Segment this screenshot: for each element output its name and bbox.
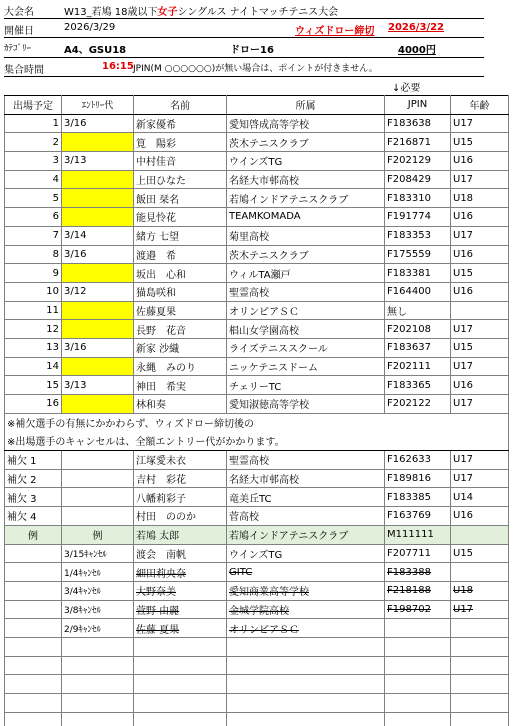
reserve-row <box>5 469 509 488</box>
cell-name: 細田莉央奈 <box>134 563 227 582</box>
cell-entry <box>62 301 134 320</box>
cell-entry: 3/8ｷｬﾝｾﾙ <box>62 600 134 619</box>
empty-cell <box>62 637 134 656</box>
cell-jpin: F183353 <box>385 226 451 245</box>
cell-age: U15 <box>451 338 509 357</box>
cell-age: U17 <box>451 357 509 376</box>
cell-no: 14 <box>5 357 62 376</box>
empty-cell <box>5 656 62 675</box>
category-value: A4、GSU18 <box>64 45 127 56</box>
cell-entry <box>62 357 134 376</box>
cell-name: 長野 花音 <box>134 320 227 339</box>
table-row <box>5 189 509 208</box>
table-row <box>5 208 509 227</box>
cell-name: 吉村 彩花 <box>134 469 227 488</box>
cell-club: 椙山女学園高校 <box>227 320 385 339</box>
cell-club: ウインズTG <box>227 152 385 171</box>
cell-no: 2 <box>5 133 62 152</box>
cell-club: 菊里高校 <box>227 226 385 245</box>
cell-jpin: F202111 <box>385 357 451 376</box>
cell-entry: 3/13 <box>62 152 134 171</box>
empty-cell <box>62 675 134 694</box>
cell-name: 佐藤 夏果 <box>134 619 227 638</box>
cell-jpin: F183385 <box>385 488 451 507</box>
empty-cell <box>134 694 227 713</box>
cell-age: U17 <box>451 451 509 470</box>
cell-entry <box>62 507 134 526</box>
empty-row <box>5 656 509 675</box>
draw-label: ドロー16 <box>230 45 274 56</box>
deadline-label: ウィズドロー締切 <box>295 26 375 37</box>
cell-no: 16 <box>5 395 62 414</box>
note-text: ※出場選手のキャンセルは、全額エントリー代がかかります。 <box>5 432 509 451</box>
taikai-label: 大会名 <box>4 7 34 18</box>
cell-age <box>451 563 509 582</box>
cell-name: 萱野 由麗 <box>134 600 227 619</box>
cell-name: 江塚愛未衣 <box>134 451 227 470</box>
empty-cell <box>62 694 134 713</box>
cell-reserve-label: 補欠 4 <box>5 507 62 526</box>
cell-entry <box>62 189 134 208</box>
empty-cell <box>385 712 451 726</box>
cell-age: U16 <box>451 282 509 301</box>
cell-name: 大野奈美 <box>134 581 227 600</box>
cell-jpin: F198702 <box>385 600 451 619</box>
cell-name: 中村佳音 <box>134 152 227 171</box>
empty-row <box>5 712 509 726</box>
cell-no <box>5 619 62 638</box>
cell-no: 1 <box>5 114 62 133</box>
cell-age: U18 <box>451 581 509 600</box>
fee-value: 4000円 <box>398 45 436 56</box>
cell-name: 村田 ののか <box>134 507 227 526</box>
header-row-taikai <box>0 0 514 19</box>
empty-cell <box>134 675 227 694</box>
cell-no <box>5 563 62 582</box>
empty-cell <box>5 712 62 726</box>
reserve-row <box>5 507 509 526</box>
empty-cell <box>134 712 227 726</box>
cell-jpin: F189816 <box>385 469 451 488</box>
empty-cell <box>451 675 509 694</box>
cell-name: 新家 沙織 <box>134 338 227 357</box>
empty-cell <box>385 656 451 675</box>
cell-entry: 3/16 <box>62 114 134 133</box>
kaisai-date: 2026/3/29 <box>64 22 116 33</box>
cell-club: 愛知商業高等学校 <box>227 581 385 600</box>
reserve-row <box>5 488 509 507</box>
reserve-row <box>5 451 509 470</box>
cell-entry: 2/9ｷｬﾝｾﾙ <box>62 619 134 638</box>
entry-table-body <box>5 114 509 726</box>
cell-no: 9 <box>5 264 62 283</box>
cell-age: U16 <box>451 245 509 264</box>
cell-name: 佐藤夏果 <box>134 301 227 320</box>
cell-club: 茨木テニスクラブ <box>227 245 385 264</box>
cell-club: ウィルTA瀬戸 <box>227 264 385 283</box>
cell-age: U17 <box>451 226 509 245</box>
header-row-required <box>0 76 514 95</box>
cell-jpin: F202122 <box>385 395 451 414</box>
empty-row <box>5 694 509 713</box>
table-row <box>5 320 509 339</box>
entry-table <box>4 95 509 726</box>
table-row <box>5 152 509 171</box>
empty-cell <box>385 637 451 656</box>
cell-no: 12 <box>5 320 62 339</box>
category-label: ｶﾃｺﾞﾘｰ <box>4 44 32 54</box>
cell-age <box>451 301 509 320</box>
cell-jpin: F218188 <box>385 581 451 600</box>
empty-cell <box>5 694 62 713</box>
col-header-no: 出場予定 <box>5 96 62 115</box>
cell-club: オリンピアＳＣ <box>227 619 385 638</box>
cell-no <box>5 600 62 619</box>
cell-entry <box>62 488 134 507</box>
header-row-kaisai <box>0 19 514 38</box>
note-row <box>5 413 509 432</box>
col-header-jpin: JPIN <box>385 96 451 115</box>
cell-no: 15 <box>5 376 62 395</box>
empty-cell <box>227 694 385 713</box>
empty-cell <box>227 675 385 694</box>
table-row <box>5 338 509 357</box>
cell-reserve-label: 補欠 2 <box>5 469 62 488</box>
cell-jpin: F183381 <box>385 264 451 283</box>
cell-age: U16 <box>451 152 509 171</box>
table-row <box>5 245 509 264</box>
cell-name: 猫島咲和 <box>134 282 227 301</box>
cell-name: 上田ひなた <box>134 170 227 189</box>
cell-entry <box>62 133 134 152</box>
cell-jpin: F162633 <box>385 451 451 470</box>
table-row <box>5 114 509 133</box>
col-header-name: 名前 <box>134 96 227 115</box>
cell-club: 菅高校 <box>227 507 385 526</box>
empty-cell <box>62 656 134 675</box>
empty-cell <box>227 656 385 675</box>
col-header-age: 年齢 <box>451 96 509 115</box>
empty-cell <box>227 637 385 656</box>
cell-club: オリンピアＳＣ <box>227 301 385 320</box>
empty-cell <box>62 712 134 726</box>
cell-age: U16 <box>451 208 509 227</box>
cell-entry <box>62 320 134 339</box>
table-header-row <box>5 96 509 115</box>
cell-entry: 1/4ｷｬﾝｾﾙ <box>62 563 134 582</box>
empty-cell <box>134 637 227 656</box>
cell-club: 聖霊高校 <box>227 282 385 301</box>
cell-no: 8 <box>5 245 62 264</box>
cell-club: 金城学院高校 <box>227 600 385 619</box>
cell-club: 若鳩インドアテニスクラブ <box>227 189 385 208</box>
cell-club: 竜美丘TC <box>227 488 385 507</box>
cell-entry <box>62 451 134 470</box>
cell-age: U16 <box>451 376 509 395</box>
cell-name: 坂出 心和 <box>134 264 227 283</box>
cell-name: 飯田 栞名 <box>134 189 227 208</box>
cell-entry: 3/4ｷｬﾝｾﾙ <box>62 581 134 600</box>
cell-entry: 3/13 <box>62 376 134 395</box>
cell-name: 林和奏 <box>134 395 227 414</box>
cell-club: 若鳩インドアテニスクラブ <box>227 525 385 544</box>
taikai-name-red: 女子 <box>157 7 178 18</box>
cell-entry <box>62 264 134 283</box>
col-header-entry: ｴﾝﾄﾘｰ代 <box>62 96 134 115</box>
cell-club: 名経大市邨高校 <box>227 170 385 189</box>
meet-label: 集合時間 <box>4 65 44 76</box>
cell-club: ライズテニススクール <box>227 338 385 357</box>
cell-club: 聖霊高校 <box>227 451 385 470</box>
example-row <box>5 525 509 544</box>
cell-age: U17 <box>451 469 509 488</box>
cell-jpin: F175559 <box>385 245 451 264</box>
cell-no <box>5 544 62 563</box>
cell-reserve-label: 補欠 1 <box>5 451 62 470</box>
cell-age: U16 <box>451 507 509 526</box>
cell-age: U14 <box>451 488 509 507</box>
note-row <box>5 432 509 451</box>
note-text: ※補欠選手の有無にかかわらず、ウィズドロー締切後の <box>5 413 509 432</box>
cell-jpin: F183638 <box>385 114 451 133</box>
cancel-row <box>5 600 509 619</box>
cell-jpin: F163769 <box>385 507 451 526</box>
deadline-date: 2026/3/22 <box>388 22 445 33</box>
cell-jpin: M111111 <box>385 525 451 544</box>
cell-age: U15 <box>451 133 509 152</box>
cell-no <box>5 581 62 600</box>
cell-entry <box>62 469 134 488</box>
cell-entry: 3/14 <box>62 226 134 245</box>
cell-example-label: 例 <box>5 525 62 544</box>
cell-no: 3 <box>5 152 62 171</box>
cell-jpin: F208429 <box>385 170 451 189</box>
cell-jpin <box>385 619 451 638</box>
table-row <box>5 301 509 320</box>
cell-no: 7 <box>5 226 62 245</box>
cell-club: GITC <box>227 563 385 582</box>
cell-jpin: F183637 <box>385 338 451 357</box>
cell-club: 愛知啓成高等学校 <box>227 114 385 133</box>
empty-cell <box>227 712 385 726</box>
cell-no: 13 <box>5 338 62 357</box>
cell-name: 若鳩 太郎 <box>134 525 227 544</box>
kaisai-label: 開催日 <box>4 26 34 37</box>
cell-jpin: F202108 <box>385 320 451 339</box>
cell-age: U15 <box>451 544 509 563</box>
cell-jpin: F202129 <box>385 152 451 171</box>
cell-age <box>451 619 509 638</box>
empty-cell <box>385 694 451 713</box>
cell-entry: 3/16 <box>62 245 134 264</box>
cell-entry <box>62 395 134 414</box>
cell-name: 能見怜花 <box>134 208 227 227</box>
cell-name: 渡会 南帆 <box>134 544 227 563</box>
taikai-name-part1: W13_若鳩 18歳以下 <box>64 7 158 18</box>
cell-no: 11 <box>5 301 62 320</box>
cell-entry: 例 <box>62 525 134 544</box>
table-row <box>5 170 509 189</box>
cell-jpin: F183365 <box>385 376 451 395</box>
cell-jpin: F216871 <box>385 133 451 152</box>
empty-cell <box>134 656 227 675</box>
cell-age: U18 <box>451 189 509 208</box>
cell-name: 筧 陽彩 <box>134 133 227 152</box>
cell-jpin: F207711 <box>385 544 451 563</box>
cell-name: 渡邉 希 <box>134 245 227 264</box>
cell-name: 永縄 みのり <box>134 357 227 376</box>
col-header-club: 所属 <box>227 96 385 115</box>
cell-no: 5 <box>5 189 62 208</box>
empty-cell <box>5 637 62 656</box>
cell-age: U17 <box>451 114 509 133</box>
cell-jpin: F183310 <box>385 189 451 208</box>
empty-cell <box>451 694 509 713</box>
cell-club: TEAMKOMADA <box>227 208 385 227</box>
cancel-row <box>5 619 509 638</box>
cell-no: 6 <box>5 208 62 227</box>
cell-age: U17 <box>451 320 509 339</box>
empty-cell <box>451 712 509 726</box>
cell-club: 茨木テニスクラブ <box>227 133 385 152</box>
table-row <box>5 282 509 301</box>
table-row <box>5 133 509 152</box>
cell-age: U17 <box>451 600 509 619</box>
taikai-name <box>64 3 338 18</box>
cell-club: チェリーTC <box>227 376 385 395</box>
table-row <box>5 395 509 414</box>
cell-club: 名経大市邨高校 <box>227 469 385 488</box>
empty-row <box>5 675 509 694</box>
cell-age: U15 <box>451 264 509 283</box>
cell-name: 八幡莉彩子 <box>134 488 227 507</box>
jpin-note: JPIN(M ○○○○○○)が無い場合は、ポイントが付きません。 <box>133 64 378 74</box>
cell-jpin: 無し <box>385 301 451 320</box>
cell-entry: 3/12 <box>62 282 134 301</box>
cell-jpin: F164400 <box>385 282 451 301</box>
header-row-category <box>0 38 514 57</box>
cell-no: 10 <box>5 282 62 301</box>
empty-cell <box>451 637 509 656</box>
cell-no: 4 <box>5 170 62 189</box>
header-row-meet <box>0 58 514 77</box>
cell-name: 神田 希実 <box>134 376 227 395</box>
cancel-row <box>5 581 509 600</box>
table-row <box>5 376 509 395</box>
cell-age: U17 <box>451 170 509 189</box>
cell-club: ニッケテニスドーム <box>227 357 385 376</box>
empty-cell <box>5 675 62 694</box>
required-note: ↓必要 <box>392 83 421 94</box>
cell-entry: 3/15ｷｬﾝｾﾙ <box>62 544 134 563</box>
cell-entry: 3/16 <box>62 338 134 357</box>
empty-cell <box>385 675 451 694</box>
cell-club: 愛知淑徳高等学校 <box>227 395 385 414</box>
cell-reserve-label: 補欠 3 <box>5 488 62 507</box>
cell-jpin: F183388 <box>385 563 451 582</box>
cell-age: U17 <box>451 395 509 414</box>
meet-time: 16:15 <box>102 61 134 72</box>
cell-jpin: F191774 <box>385 208 451 227</box>
table-row <box>5 357 509 376</box>
cell-club: ウインズTG <box>227 544 385 563</box>
table-row <box>5 226 509 245</box>
cell-name: 緒方 七望 <box>134 226 227 245</box>
cancel-row <box>5 544 509 563</box>
taikai-name-part2: シングルス ナイトマッチテニス大会 <box>177 7 339 18</box>
cell-entry <box>62 208 134 227</box>
cell-age <box>451 525 509 544</box>
cell-entry <box>62 170 134 189</box>
table-row <box>5 264 509 283</box>
cancel-row <box>5 563 509 582</box>
empty-cell <box>451 656 509 675</box>
empty-row <box>5 637 509 656</box>
cell-name: 新家優希 <box>134 114 227 133</box>
